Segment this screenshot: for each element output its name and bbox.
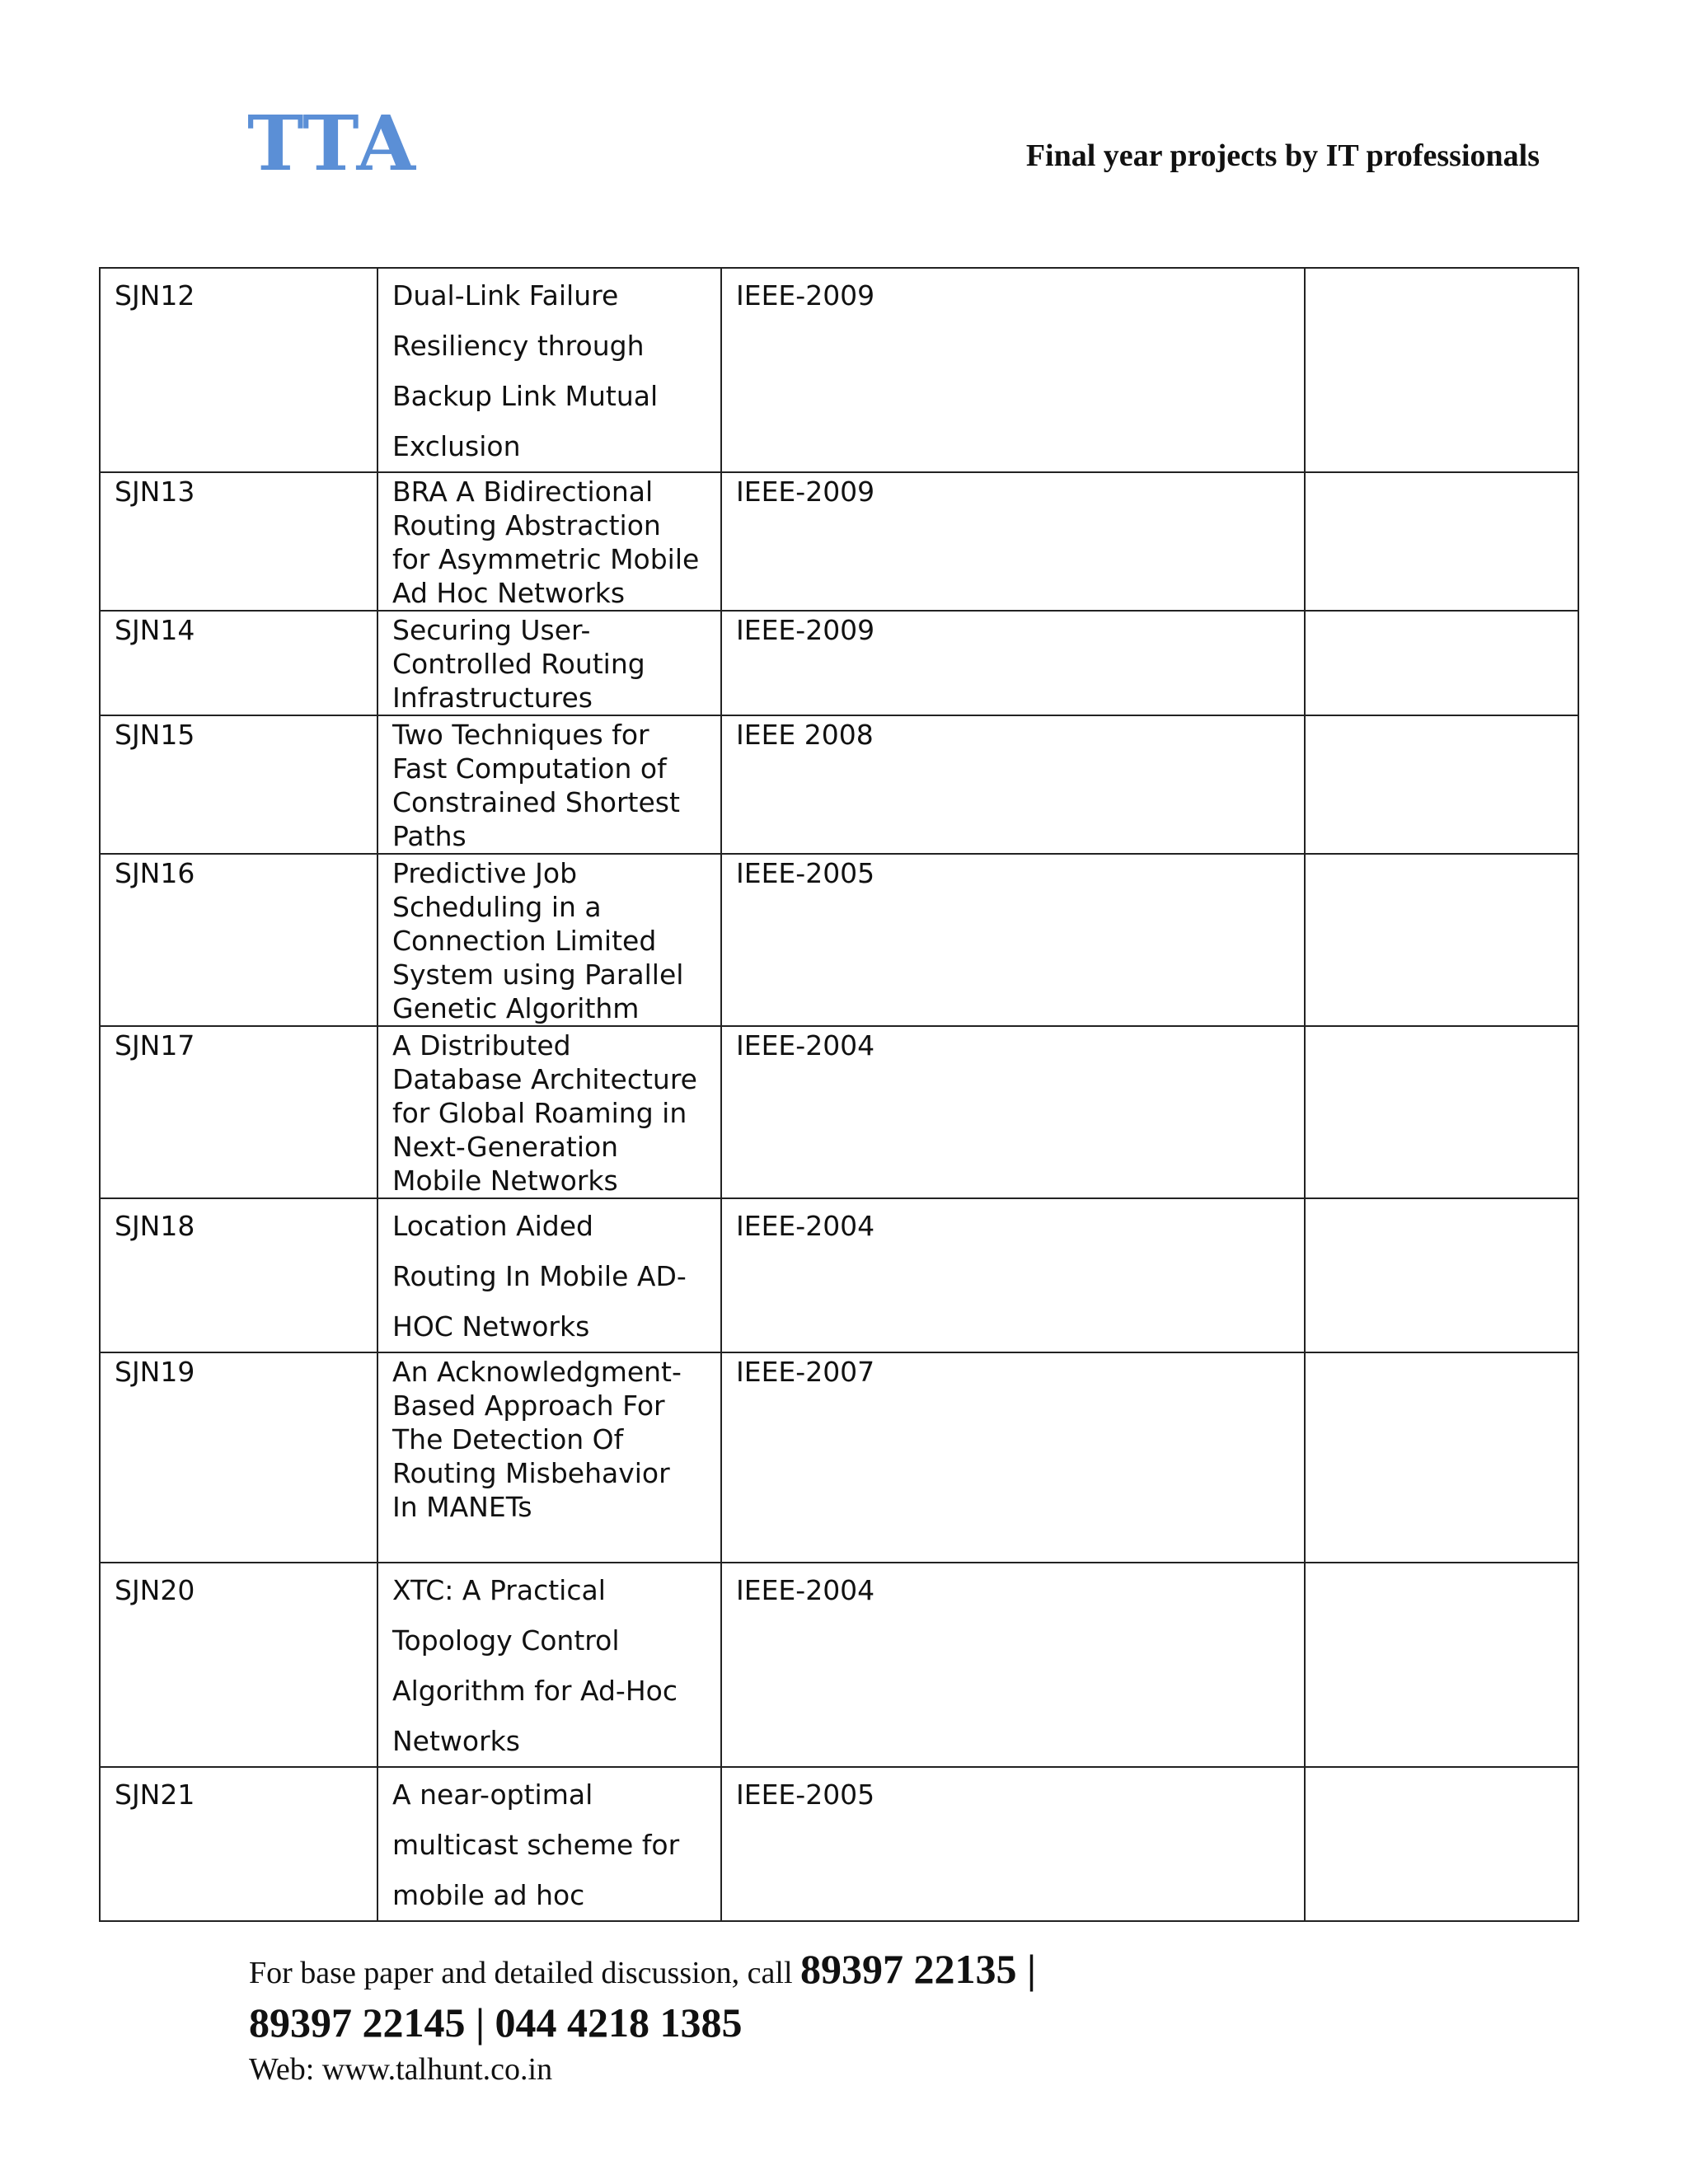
- logo: TTA: [247, 99, 417, 188]
- project-code: SJN19: [100, 1352, 377, 1563]
- project-notes: [1305, 1563, 1578, 1767]
- table-row: [100, 1026, 1578, 1198]
- project-year: IEEE-2004: [721, 1026, 1305, 1198]
- project-notes: [1305, 472, 1578, 611]
- project-code: SJN14: [100, 611, 377, 715]
- project-title-cell: [377, 268, 721, 472]
- project-title: Two Techniques for Fast Computation of Constrained Shortest Paths: [392, 719, 680, 852]
- table-row: [100, 268, 1578, 472]
- project-title: Predictive Job Scheduling in a Connection Limited System using Parallel Genetic Algorithm: [392, 857, 684, 1024]
- project-title: Dual-Link Failure Resiliency through Backup Link Mutual Exclusion: [392, 279, 659, 462]
- project-year: IEEE-2009: [721, 472, 1305, 611]
- project-year: IEEE-2007: [721, 1352, 1305, 1563]
- project-year: IEEE-2005: [721, 1767, 1305, 1921]
- project-notes: [1305, 1352, 1578, 1563]
- project-code: SJN13: [100, 472, 377, 611]
- project-code: SJN12: [100, 268, 377, 472]
- project-code: SJN15: [100, 715, 377, 854]
- table-row: [100, 472, 1578, 611]
- project-code: SJN16: [100, 854, 377, 1026]
- project-title: XTC: A Practical Topology Control Algorithm for Ad-Hoc Networks: [392, 1574, 678, 1757]
- table-row: [100, 1198, 1578, 1352]
- project-code: SJN18: [100, 1198, 377, 1352]
- footer-call-line: [249, 1945, 1036, 1997]
- page-tagline: Final year projects by IT professionals: [1025, 138, 1540, 173]
- project-year: IEEE 2008: [721, 715, 1305, 854]
- projects-table: [99, 267, 1579, 1922]
- table-row: [100, 1767, 1578, 1921]
- project-notes: [1305, 268, 1578, 472]
- project-code: SJN21: [100, 1767, 377, 1921]
- project-notes: [1305, 854, 1578, 1026]
- project-title: A near-optimal multicast scheme for mobile ad hoc: [392, 1779, 680, 1911]
- project-title: Securing User- Controlled Routing Infrastructures: [392, 614, 645, 714]
- project-title-cell: [377, 1352, 721, 1563]
- footer-contact: [249, 1945, 1036, 2091]
- project-title-cell: [377, 1767, 721, 1921]
- project-notes: [1305, 1198, 1578, 1352]
- project-year: IEEE-2004: [721, 1198, 1305, 1352]
- project-notes: [1305, 715, 1578, 854]
- table-row: [100, 1563, 1578, 1767]
- project-title-cell: [377, 1198, 721, 1352]
- table-row: [100, 715, 1578, 854]
- table-row: [100, 1352, 1578, 1563]
- footer-call-text: For base paper and detailed discussion, call: [249, 1956, 801, 1990]
- footer-website: Web: www.talhunt.co.in: [249, 2052, 553, 2087]
- project-year: IEEE-2004: [721, 1563, 1305, 1767]
- table-row: [100, 854, 1578, 1026]
- project-code: SJN17: [100, 1026, 377, 1198]
- project-title: A Distributed Database Architecture for Global Roaming in Next-Generation Mobile Networks: [392, 1029, 697, 1197]
- footer-phone-primary: 89397 22135 |: [800, 1946, 1037, 1992]
- project-code: SJN20: [100, 1563, 377, 1767]
- project-title-cell: [377, 715, 721, 854]
- footer-phone-numbers: 89397 22145 | 044 4218 1385: [249, 1999, 743, 2046]
- project-title-cell: [377, 1563, 721, 1767]
- project-year: IEEE-2009: [721, 611, 1305, 715]
- project-title: BRA A Bidirectional Routing Abstraction for Asymmetric Mobile Ad Hoc Networks: [392, 476, 700, 609]
- project-year: IEEE-2009: [721, 268, 1305, 472]
- project-notes: [1305, 1026, 1578, 1198]
- project-title-cell: [377, 472, 721, 611]
- project-title-cell: [377, 854, 721, 1026]
- project-title-cell: [377, 611, 721, 715]
- project-title: An Acknowledgment- Based Approach For The Detection Of Routing Misbehavior In MANETs: [392, 1356, 682, 1523]
- table-row: [100, 611, 1578, 715]
- project-notes: [1305, 1767, 1578, 1921]
- project-title-cell: [377, 1026, 721, 1198]
- project-notes: [1305, 611, 1578, 715]
- project-title: Location Aided Routing In Mobile AD- HOC Networks: [392, 1210, 687, 1343]
- project-year: IEEE-2005: [721, 854, 1305, 1026]
